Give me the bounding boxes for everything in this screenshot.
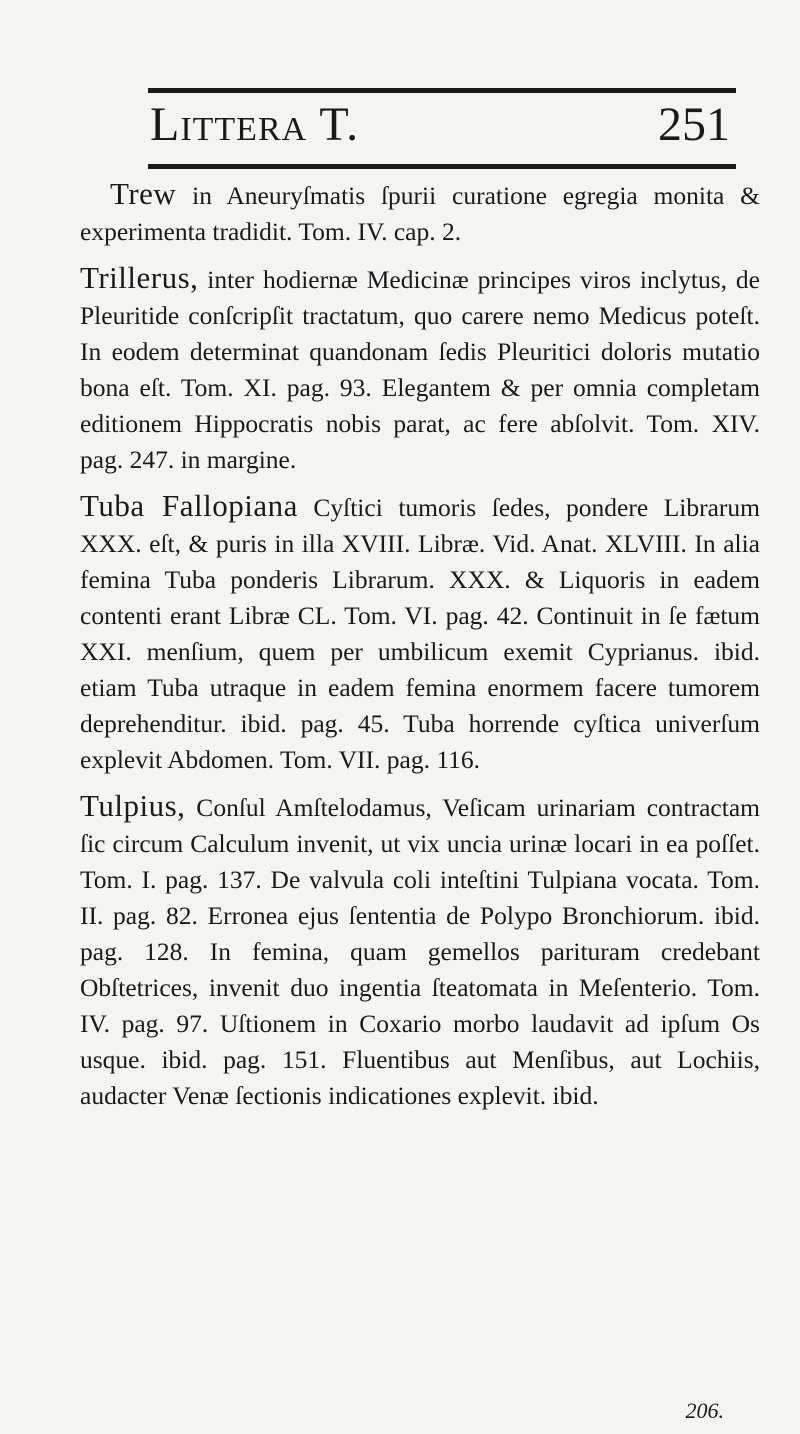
entry-trillerus — [80, 260, 760, 478]
running-header — [150, 93, 736, 165]
headword: Tulpius, — [80, 788, 186, 823]
headword: Trillerus, — [80, 260, 199, 295]
entry-text: inter hodiernæ Medicinæ principes viros inclytus, de Pleuritide conſcripſit tractatum, quo carere nemo Medicus poteſt. In eodem determinat quandonam ſedis Pleuritici doloris mutatio bona eſt. Tom. XI. pag. 93. Elegantem & per omnia completam editionem Hippocratis nobis parat, ac fere abſolvit. Tom. XIV. pag. 247. in margine. — [80, 265, 760, 474]
entry-text: Conſul Amſtelodamus, Veſicam urinariam contractam ſic circum Calculum invenit, ut vix uncia urinæ locari in ea poſſet. Tom. I. pag. 137. De valvula coli inteſtini Tulpiana vocata. Tom. II. pag. 82. Erronea ejus ſententia de Polypo Bronchiorum. ibid. pag. 128. In femina, quam gemellos parituram credebant Obſtetrices, invenit duo ingentia ſteatomata in Meſenterio. Tom. IV. pag. 97. Uſtionem in Coxario morbo laudavit ad ipſum Os usque. ibid. pag. 151. Fluentibus aut Menſibus, aut Lochiis, audacter Venæ ſectionis indicationes explevit. ibid. — [80, 793, 760, 1110]
entry-tulpius — [80, 788, 760, 1114]
catchword: 206. — [685, 1398, 724, 1423]
index-body — [80, 176, 760, 1124]
headword: Trew — [110, 176, 177, 211]
entry-text: Cyſtici tumoris ſedes, pondere Librarum XXX. eſt, & puris in illa XVIII. Libræ. Vid. Anat. XLVIII. In alia femina Tuba ponderis Librarum. XXX. & Liquoris in eadem contenti erant Libræ CL. Tom. VI. pag. 42. Continuit in ſe fætum XXI. menſium, quem per umbilicum exemit Cyprianus. ibid. etiam Tuba utraque in eadem femina enormem facere tumorem deprehenditur. ibid. pag. 45. Tuba horrende cyſtica univerſum explevit Abdomen. Tom. VII. pag. 116. — [80, 493, 760, 774]
entry-text: in Aneuryſmatis ſpurii curatione egregia monita & experimenta tradidit. Tom. IV. cap. 2. — [80, 181, 760, 246]
running-title: Littera T. — [150, 98, 360, 151]
page-number: 251 — [658, 98, 730, 151]
header-rule-bottom — [148, 164, 736, 169]
entry-trew — [80, 176, 760, 250]
entry-tuba-fallopiana — [80, 488, 760, 778]
headword: Tuba Fallopiana — [80, 488, 298, 523]
